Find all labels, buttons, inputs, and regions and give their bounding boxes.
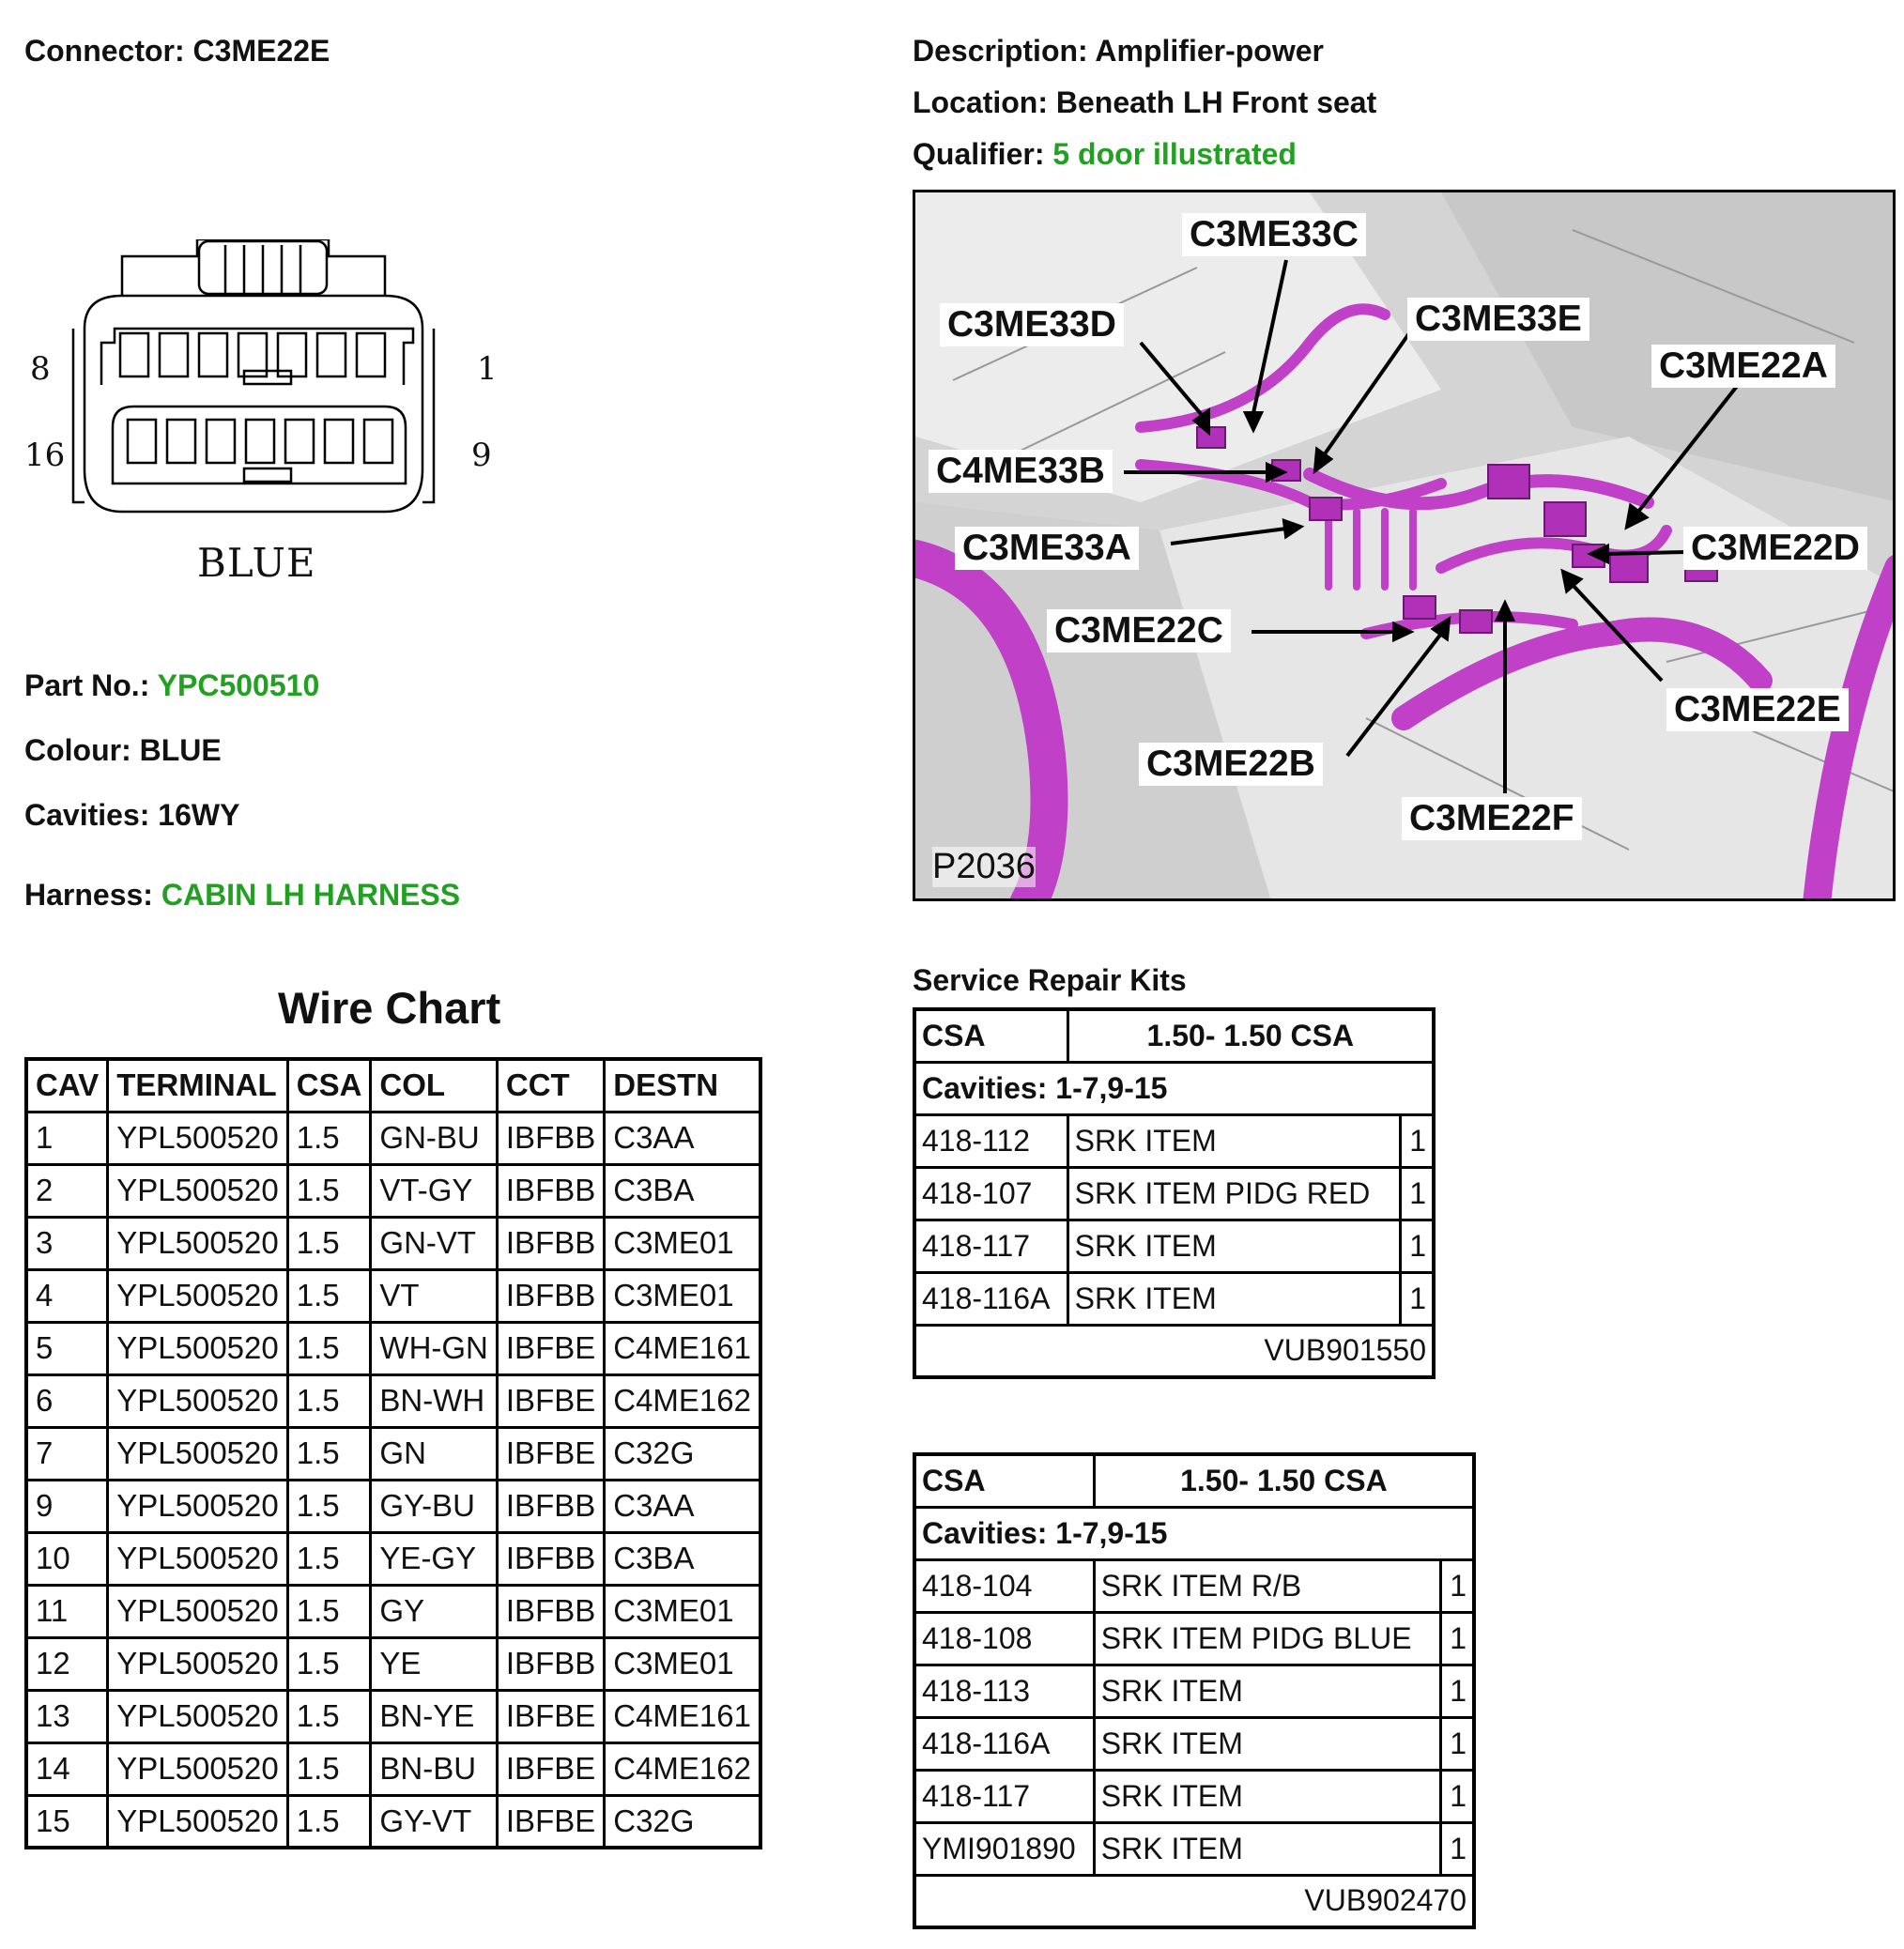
table-row: [26, 1217, 760, 1269]
callout-c3me22f: C3ME22F: [1402, 797, 1582, 840]
col-header-cav: CAV: [26, 1059, 108, 1112]
cell-cct: IBFBB: [497, 1217, 604, 1269]
cavities-line: Cavities: 16WY: [24, 798, 240, 832]
cell-terminal: YPL500520: [108, 1690, 288, 1742]
cell-cct: IBFBB: [497, 1637, 604, 1690]
cell-destn: C32G: [605, 1795, 760, 1848]
cell-csa: 1.5: [287, 1532, 371, 1585]
cell-col: BN-WH: [371, 1374, 497, 1427]
cell-cav: 5: [26, 1322, 108, 1374]
table-row: [26, 1795, 760, 1848]
cell-csa: 1.5: [287, 1269, 371, 1322]
qualifier-line: Qualifier: 5 door illustrated: [913, 137, 1297, 171]
cell-col: GN-VT: [371, 1217, 497, 1269]
cell-csa: 1.5: [287, 1690, 371, 1742]
col-header-destn: DESTN: [605, 1059, 760, 1112]
cell-col: GN-BU: [371, 1112, 497, 1164]
kit-item-qty: 1: [1440, 1559, 1474, 1612]
cell-destn: C3BA: [605, 1164, 760, 1217]
kit-item-row: [914, 1167, 1434, 1220]
cell-destn: C4ME162: [605, 1742, 760, 1795]
kit-item-description: SRK ITEM: [1067, 1220, 1400, 1272]
table-row: [26, 1374, 760, 1427]
kit-number: VUB902470: [914, 1875, 1474, 1927]
kit-csa-value: 1.50- 1.50 CSA: [1094, 1454, 1474, 1507]
cell-col: GY: [371, 1585, 497, 1637]
callout-c3me22d: C3ME22D: [1683, 527, 1867, 570]
callout-c3me22b: C3ME22B: [1139, 743, 1323, 786]
pin-label-16: 16: [24, 437, 66, 474]
kit-item-description: SRK ITEM: [1094, 1717, 1440, 1770]
kit-item-number: 418-107: [914, 1167, 1067, 1220]
cell-cct: IBFBE: [497, 1427, 604, 1480]
cell-csa: 1.5: [287, 1164, 371, 1217]
kit-item-row: [914, 1717, 1474, 1770]
cell-col: VT: [371, 1269, 497, 1322]
cell-cct: IBFBE: [497, 1795, 604, 1848]
cell-cav: 4: [26, 1269, 108, 1322]
kit-item-description: SRK ITEM R/B: [1094, 1559, 1440, 1612]
kit-item-qty: 1: [1440, 1665, 1474, 1717]
cell-terminal: YPL500520: [108, 1585, 288, 1637]
kit-item-description: SRK ITEM PIDG RED: [1067, 1167, 1400, 1220]
kit-item-qty: 1: [1400, 1220, 1434, 1272]
cell-terminal: YPL500520: [108, 1480, 288, 1532]
kit-item-qty: 1: [1400, 1167, 1434, 1220]
col-header-terminal: TERMINAL: [108, 1059, 288, 1112]
figure-id: P2036: [932, 847, 1036, 886]
cell-cct: IBFBB: [497, 1480, 604, 1532]
kit-item-description: SRK ITEM: [1094, 1665, 1440, 1717]
cell-cct: IBFBB: [497, 1585, 604, 1637]
cell-cav: 1: [26, 1112, 108, 1164]
qualifier-link[interactable]: 5 door illustrated: [1052, 137, 1297, 171]
cell-terminal: YPL500520: [108, 1532, 288, 1585]
cell-terminal: YPL500520: [108, 1637, 288, 1690]
callout-c3me22a: C3ME22A: [1651, 345, 1835, 388]
callout-c4me33b: C4ME33B: [929, 450, 1113, 493]
cell-cav: 7: [26, 1427, 108, 1480]
connector-face-diagram: [24, 239, 516, 549]
repair-kit-table-2: [913, 1452, 1476, 1929]
cell-col: BN-BU: [371, 1742, 497, 1795]
table-row: [26, 1269, 760, 1322]
cell-terminal: YPL500520: [108, 1322, 288, 1374]
wire-chart-title: Wire Chart: [278, 983, 501, 1033]
cell-terminal: YPL500520: [108, 1164, 288, 1217]
cell-terminal: YPL500520: [108, 1742, 288, 1795]
connector-outline: [28, 239, 516, 549]
cell-cav: 13: [26, 1690, 108, 1742]
cell-destn: C3ME01: [605, 1269, 760, 1322]
cell-cav: 14: [26, 1742, 108, 1795]
wire-chart-body: [26, 1112, 760, 1848]
cell-cav: 15: [26, 1795, 108, 1848]
cell-csa: 1.5: [287, 1637, 371, 1690]
kit-item-row: [914, 1220, 1434, 1272]
table-row: [26, 1112, 760, 1164]
callout-c3me33d: C3ME33D: [940, 303, 1124, 346]
kit-cavities-row: [914, 1062, 1434, 1114]
table-row: [26, 1480, 760, 1532]
cell-csa: 1.5: [287, 1217, 371, 1269]
kit-item-row: [914, 1272, 1434, 1325]
cell-terminal: YPL500520: [108, 1795, 288, 1848]
kit-item-qty: 1: [1440, 1717, 1474, 1770]
cavities-value: 16WY: [158, 798, 240, 832]
cell-col: BN-YE: [371, 1690, 497, 1742]
table-row: [26, 1690, 760, 1742]
pin-label-8: 8: [30, 350, 51, 388]
cell-cct: IBFBB: [497, 1164, 604, 1217]
cell-destn: C3AA: [605, 1480, 760, 1532]
colour-line: Colour: BLUE: [24, 733, 222, 767]
harness-line: Harness: CABIN LH HARNESS: [24, 878, 461, 912]
callout-c3me22e: C3ME22E: [1666, 688, 1849, 731]
pin-label-9: 9: [471, 437, 492, 474]
cell-terminal: YPL500520: [108, 1374, 288, 1427]
cell-col: GN: [371, 1427, 497, 1480]
col-header-cct: CCT: [497, 1059, 604, 1112]
wire-chart-header-row: [26, 1059, 760, 1112]
cell-destn: C3ME01: [605, 1637, 760, 1690]
cell-csa: 1.5: [287, 1795, 371, 1848]
kit-item-qty: 1: [1400, 1114, 1434, 1167]
kit-number-row: [914, 1875, 1474, 1927]
cell-terminal: YPL500520: [108, 1217, 288, 1269]
kit-item-row: [914, 1822, 1474, 1875]
kit-item-description: SRK ITEM: [1094, 1770, 1440, 1822]
cell-cav: 9: [26, 1480, 108, 1532]
description-value: Amplifier-power: [1095, 34, 1324, 68]
kit-item-number: 418-104: [914, 1559, 1094, 1612]
table-row: [26, 1585, 760, 1637]
cell-cct: IBFBE: [497, 1322, 604, 1374]
cell-cav: 10: [26, 1532, 108, 1585]
pin-label-1: 1: [477, 350, 498, 388]
connector-name: C3ME22E: [192, 34, 330, 68]
wire-chart-table: [24, 1057, 762, 1849]
col-header-csa: CSA: [287, 1059, 371, 1112]
cell-destn: C3ME01: [605, 1585, 760, 1637]
kit-item-row: [914, 1114, 1434, 1167]
cell-cav: 11: [26, 1585, 108, 1637]
kit-cavities-row: [914, 1507, 1474, 1559]
table-row: [26, 1637, 760, 1690]
kit-item-qty: 1: [1440, 1612, 1474, 1665]
kit-item-number: YMI901890: [914, 1822, 1094, 1875]
cell-col: WH-GN: [371, 1322, 497, 1374]
cell-destn: C4ME161: [605, 1690, 760, 1742]
cell-cav: 2: [26, 1164, 108, 1217]
cell-csa: 1.5: [287, 1480, 371, 1532]
kit-item-description: SRK ITEM: [1067, 1272, 1400, 1325]
harness-link[interactable]: CABIN LH HARNESS: [161, 878, 461, 912]
kit-item-qty: 1: [1440, 1770, 1474, 1822]
cell-cav: 12: [26, 1637, 108, 1690]
cell-csa: 1.5: [287, 1322, 371, 1374]
description-line: Description: Amplifier-power: [913, 34, 1324, 68]
cell-terminal: YPL500520: [108, 1112, 288, 1164]
cell-destn: C3AA: [605, 1112, 760, 1164]
kit-item-number: 418-116A: [914, 1717, 1094, 1770]
cell-col: GY-BU: [371, 1480, 497, 1532]
cell-col: YE-GY: [371, 1532, 497, 1585]
kit-item-description: SRK ITEM PIDG BLUE: [1094, 1612, 1440, 1665]
connector-colour-caption: BLUE: [197, 540, 316, 586]
cell-cct: IBFBB: [497, 1112, 604, 1164]
service-repair-kits-title: Service Repair Kits: [913, 963, 1187, 997]
kit-item-number: 418-117: [914, 1220, 1067, 1272]
kit-item-row: [914, 1665, 1474, 1717]
kit-number-row: [914, 1325, 1434, 1377]
kit-item-number: 418-116A: [914, 1272, 1067, 1325]
connector-heading: Connector: C3ME22E: [24, 34, 330, 68]
cell-cct: IBFBE: [497, 1374, 604, 1427]
kit-csa-value: 1.50- 1.50 CSA: [1067, 1009, 1434, 1062]
cell-terminal: YPL500520: [108, 1427, 288, 1480]
callout-c3me33c: C3ME33C: [1182, 213, 1366, 256]
table-row: [26, 1427, 760, 1480]
cell-terminal: YPL500520: [108, 1269, 288, 1322]
kit-item-number: 418-112: [914, 1114, 1067, 1167]
cell-destn: C3ME01: [605, 1217, 760, 1269]
table-row: [26, 1164, 760, 1217]
cell-destn: C4ME161: [605, 1322, 760, 1374]
col-header-col: COL: [371, 1059, 497, 1112]
cell-col: GY-VT: [371, 1795, 497, 1848]
callout-c3me33a: C3ME33A: [955, 527, 1139, 570]
cell-destn: C3BA: [605, 1532, 760, 1585]
colour-value: BLUE: [139, 733, 222, 767]
kit-cavities: Cavities: 1-7,9-15: [914, 1062, 1434, 1114]
cell-destn: C4ME162: [605, 1374, 760, 1427]
cell-col: VT-GY: [371, 1164, 497, 1217]
cell-csa: 1.5: [287, 1112, 371, 1164]
cell-csa: 1.5: [287, 1585, 371, 1637]
kit-header-row: [914, 1009, 1434, 1062]
table-row: [26, 1742, 760, 1795]
cell-cct: IBFBE: [497, 1690, 604, 1742]
kit-csa-label: CSA: [914, 1454, 1094, 1507]
location-value: Beneath LH Front seat: [1055, 85, 1377, 119]
kit-item-row: [914, 1612, 1474, 1665]
kit-item-qty: 1: [1400, 1272, 1434, 1325]
callout-c3me22c: C3ME22C: [1047, 609, 1231, 652]
part-no-link[interactable]: YPC500510: [157, 668, 320, 702]
kit-item-number: 418-113: [914, 1665, 1094, 1717]
table-row: [26, 1322, 760, 1374]
callout-c3me33e: C3ME33E: [1407, 298, 1589, 341]
kit-item-number: 418-117: [914, 1770, 1094, 1822]
kit-csa-label: CSA: [914, 1009, 1067, 1062]
kit-cavities: Cavities: 1-7,9-15: [914, 1507, 1474, 1559]
cell-cct: IBFBB: [497, 1532, 604, 1585]
kit-item-description: SRK ITEM: [1094, 1822, 1440, 1875]
kit-item-qty: 1: [1440, 1822, 1474, 1875]
cell-csa: 1.5: [287, 1427, 371, 1480]
location-photo: [913, 190, 1896, 901]
table-row: [26, 1532, 760, 1585]
cell-csa: 1.5: [287, 1374, 371, 1427]
cell-csa: 1.5: [287, 1742, 371, 1795]
kit-header-row: [914, 1454, 1474, 1507]
cell-cct: IBFBB: [497, 1269, 604, 1322]
cell-cct: IBFBE: [497, 1742, 604, 1795]
cell-cav: 6: [26, 1374, 108, 1427]
part-no-line: Part No.: YPC500510: [24, 668, 320, 702]
kit-item-row: [914, 1559, 1474, 1612]
cell-cav: 3: [26, 1217, 108, 1269]
repair-kit-table-1: [913, 1007, 1436, 1379]
kit-item-number: 418-108: [914, 1612, 1094, 1665]
location-line: Location: Beneath LH Front seat: [913, 85, 1377, 119]
kit-number: VUB901550: [914, 1325, 1434, 1377]
kit-item-description: SRK ITEM: [1067, 1114, 1400, 1167]
cell-destn: C32G: [605, 1427, 760, 1480]
cell-col: YE: [371, 1637, 497, 1690]
kit-item-row: [914, 1770, 1474, 1822]
